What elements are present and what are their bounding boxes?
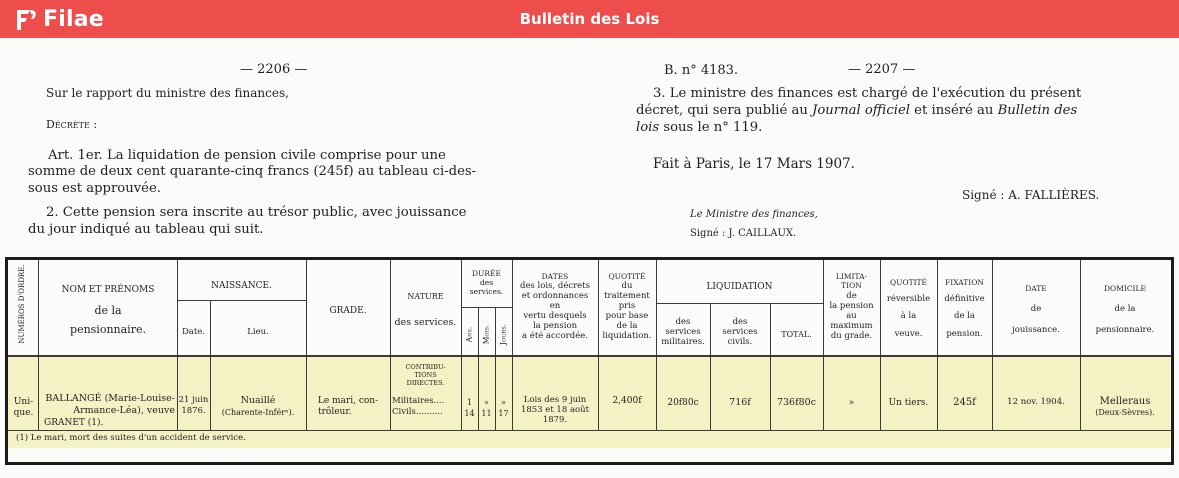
header-total: TOTAL. (781, 330, 812, 339)
cell-nom-l3: GRANET (1). (44, 418, 104, 428)
cell-ans2: 14 (464, 409, 475, 418)
right-bulletin-number: B. n° 4183. (664, 63, 739, 78)
col-line (390, 260, 391, 430)
cell-quotite: 2,400f (612, 396, 642, 406)
right-art3-l2c: et inséré au (909, 103, 998, 118)
header-bar (0, 0, 1179, 38)
header-fixation-l3: de la (954, 311, 975, 321)
header-quot-rev-l3: à la (900, 311, 917, 321)
left-line-rapport: Sur le rapport du ministre des finances, (46, 86, 289, 100)
col-line (770, 303, 771, 430)
cell-mois2: 11 (481, 409, 492, 418)
right-page-number: — 2207 — (848, 62, 916, 77)
cell-mois: » (484, 398, 489, 407)
header-quot-rev-l4: veuve. (894, 329, 923, 339)
header-dates-l2: des lois, décrets (520, 281, 590, 291)
left-art1-line1: Art. 1er. La liquidation de pension civile comprise pour une (48, 148, 446, 163)
header-quotite-l3: traitement (604, 291, 650, 301)
header-duree-l3: services. (469, 287, 504, 296)
header-nom-l1: NOM ET PRÉNOMS (61, 285, 155, 295)
cell-nature-l4: Militaires.... (392, 396, 445, 406)
header-liq-mil-l1: des (675, 317, 691, 327)
cell-nature-l3: DIRECTES. (406, 379, 445, 387)
header-fixation-l1: FIXATION (945, 278, 984, 287)
header-quotite-l6: de la (616, 321, 638, 331)
header-quotite-l7: liquidation. (602, 331, 652, 341)
right-art3-line1: 3. Le ministre des finances est chargé de l'exécution du présent (653, 86, 1082, 101)
right-signed-president: Signé : A. FALLIÈRES. (962, 188, 1100, 202)
right-art3-l3a: lois (636, 120, 660, 135)
header-limit-l1: LIMITA- (835, 272, 868, 281)
header-grade: GRADE. (329, 306, 367, 316)
header-dates-l1: DATES (541, 272, 569, 281)
cell-nature-l5: Civils.......... (392, 407, 443, 417)
header-date-j-l3: jouissance. (1012, 325, 1060, 335)
header-liq-civ-l1: des (732, 317, 748, 327)
left-art2-line1: 2. Cette pension sera inscrite au trésor public, avec jouissance (46, 205, 467, 220)
header-duree-l1: DURÉE (472, 269, 501, 278)
right-art3-l2d: Bulletin des (997, 103, 1078, 118)
header-nature-l1: NATURE (407, 292, 444, 301)
header-nom-l2: de la (94, 304, 122, 317)
cell-numero-l1: Uni- (13, 397, 34, 407)
header-dates-l6: la pension (532, 321, 578, 331)
cell-lieu-l1: Nuaillé (240, 395, 276, 406)
right-art3-line2 (636, 103, 1077, 118)
header-jours: Jours. (498, 324, 508, 345)
brand-name: Filae (43, 6, 104, 32)
cell-jours2: 17 (498, 409, 509, 418)
header-mois: Mois. (481, 324, 491, 345)
header-separator (8, 355, 1171, 357)
cell-ans: 1 (466, 398, 473, 407)
header-date: Date. (181, 327, 206, 337)
header-limit-l2: TION (841, 281, 862, 290)
cell-limitation: » (848, 398, 855, 408)
header-fixation-l2: définitive (944, 294, 985, 304)
header-liq-mil-l2: services (665, 327, 701, 337)
cell-lois-l2: 1853 et 18 août (520, 405, 590, 415)
header-limit-l5: au (846, 311, 857, 321)
cell-liq-civ: 716f (729, 397, 751, 408)
header-date-j-l1: DATE (1025, 284, 1047, 293)
cell-jouissance: 12 nov. 1904. (1007, 397, 1065, 407)
left-decree: Décrète : (46, 118, 98, 131)
header-dates-l4: en (549, 301, 561, 311)
cell-lois-l1: Lois des 9 juin (523, 395, 587, 405)
right-minister-signed: Signé : J. CAILLAUX. (690, 228, 797, 239)
naissance-subline (177, 300, 306, 301)
cell-lieu-l2: (Charente-Inférⁿ). (221, 408, 295, 417)
cell-nature-l1: CONTRIBU- (405, 363, 446, 371)
cell-date-naissance-l1: 21 juin (178, 395, 209, 405)
right-minister: Le Ministre des finances, (690, 209, 818, 220)
cell-liq-mil: 20f80c (667, 398, 699, 408)
header-dates-l7: a été accordée. (522, 331, 588, 341)
right-art3-l3b: sous le n° 119. (659, 120, 763, 135)
header-duree-l2: des (479, 278, 494, 287)
header-quot-rev-l1: QUOTITÉ (889, 278, 928, 287)
right-art3-line3 (636, 120, 762, 135)
header-lieu: Lieu. (247, 327, 269, 337)
cell-domicile-l2: (Deux-Sèvres). (1095, 408, 1155, 417)
cell-jours: » (501, 398, 506, 407)
header-nature-l2: des services. (394, 317, 457, 328)
header-limit-l6: maximum (830, 321, 873, 331)
header-liquidation: LIQUIDATION (706, 282, 773, 292)
right-art3-l2a: décret, qui sera publié au (636, 103, 813, 118)
footnote-separator (8, 430, 1171, 431)
left-art1-line2: somme de deux cent quarante-cinq francs (245f) au tableau ci-des- (28, 164, 477, 179)
header-liq-civ-l2: services (722, 327, 758, 337)
cell-date-naissance-l2: 1876. (181, 406, 206, 416)
header-domicile-l2: de la (1114, 304, 1136, 314)
header-num-ordre: NUMÉROS D'ORDRE. (18, 264, 26, 344)
cell-lois-l3: 1879. (542, 415, 568, 425)
header-limit-l7: du grade. (830, 331, 873, 341)
cell-total: 736f80c (776, 397, 817, 408)
left-page-number: — 2206 — (240, 62, 308, 77)
cell-grade-l2: trôleur. (318, 407, 352, 417)
header-liq-civ-l3: civils. (727, 337, 753, 347)
header-quotite-l2: du (621, 281, 633, 291)
filae-logo-icon (14, 6, 38, 32)
header-quot-rev-l2: réversible (886, 294, 931, 304)
right-done-at: Fait à Paris, le 17 Mars 1907. (653, 156, 855, 172)
cell-grade-l1: Le mari, con- (317, 396, 379, 406)
left-art2-line2: du jour indiqué au tableau qui suit. (28, 222, 264, 237)
header-limit-l4: la pension (829, 301, 874, 311)
header-dates-l5: vertu desquels (523, 311, 587, 321)
header-fixation-l4: pension. (946, 329, 983, 339)
cell-numero-l2: que. (13, 408, 34, 418)
cell-domicile-l1: Melleraus (1099, 396, 1151, 407)
header-quotite-l5: pour base (605, 311, 649, 321)
header-domicile-l3: pensionnaire. (1095, 325, 1155, 335)
cell-nom-l2: Armance-Léa), veuve (73, 405, 175, 416)
liquidation-subline (656, 303, 823, 304)
cell-nature-l2: TIONS (414, 371, 437, 379)
cell-reversible: Un tiers. (888, 398, 929, 408)
right-art3-l2b: Journal officiel (812, 103, 910, 118)
cell-nom-l1: BALLANGÉ (Marie-Louise- (45, 393, 175, 404)
filae-logo[interactable] (14, 4, 104, 34)
cell-fixation: 245f (953, 397, 976, 408)
header-limit-l3: de (846, 291, 857, 301)
header-nom-l3: pensionnaire. (70, 323, 146, 336)
header-date-j-l2: de (1030, 304, 1042, 314)
table-footnote: (1) Le mari, mort des suites d'un accident de service. (16, 433, 246, 443)
document-title: Bulletin des Lois (519, 10, 660, 28)
header-quotite-l1: QUOTITÉ (608, 272, 646, 281)
header-quotite-l4: pris (618, 301, 636, 311)
header-domicile-l1: DOMICILE (1104, 284, 1146, 293)
header-liq-mil-l3: militaires. (661, 337, 705, 347)
header-dates-l3: et ordonnances (521, 291, 589, 301)
duree-subline (461, 307, 512, 308)
left-art1-line3: sous est approuvée. (28, 181, 161, 196)
header-ans: Ans. (464, 326, 474, 343)
header-naissance: NAISSANCE. (211, 281, 272, 291)
